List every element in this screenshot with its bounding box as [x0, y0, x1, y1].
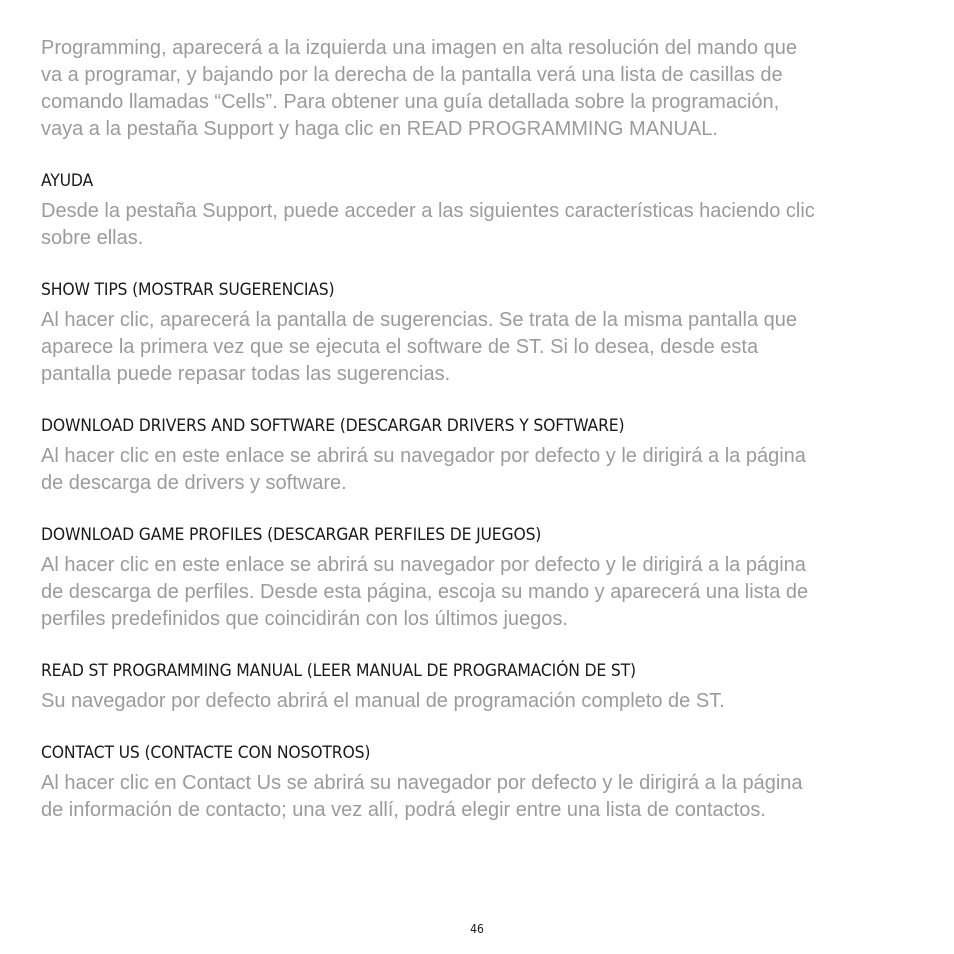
section-contact-us: [41, 742, 921, 824]
section-body: Al hacer clic en este enlace se abrirá su navegador por defecto y le dirigirá a la página de descarga de drivers y software.: [41, 445, 806, 494]
intro-paragraph: Programming, aparecerá a la izquierda una imagen en alta resolución del mando que va a programar, y bajando por la derecha de la pantalla verá una lista de casillas de comando llamadas “Cells”. Para obtener una guía detallada sobre la programación, vaya a la pestaña Support y haga clic en READ PROGRAMMING MANUAL.: [41, 37, 798, 140]
document-page: [41, 35, 921, 824]
section-heading: READ ST PROGRAMMING MANUAL (LEER MANUAL DE PROGRAMACIÓN DE ST): [41, 661, 636, 681]
page-number: 46: [470, 922, 484, 936]
section-body: Desde la pestaña Support, puede acceder a las siguientes características haciendo clic sobre ellas.: [41, 200, 815, 249]
section-download-profiles: [41, 524, 921, 633]
section-heading: SHOW TIPS (MOSTRAR SUGERENCIAS): [41, 280, 335, 300]
section-body: Su navegador por defecto abrirá el manual de programación completo de ST.: [41, 690, 725, 712]
section-body: Al hacer clic en Contact Us se abrirá su navegador por defecto y le dirigirá a la página de información de contacto; una vez allí, podrá elegir entre una lista de contactos.: [41, 772, 803, 821]
section-download-drivers: [41, 415, 921, 497]
section-heading: CONTACT US (CONTACTE CON NOSOTROS): [41, 743, 371, 763]
section-heading: DOWNLOAD GAME PROFILES (DESCARGAR PERFILES DE JUEGOS): [41, 525, 542, 545]
section-heading: DOWNLOAD DRIVERS AND SOFTWARE (DESCARGAR DRIVERS Y SOFTWARE): [41, 416, 625, 436]
section-show-tips: [41, 279, 921, 388]
section-body: Al hacer clic, aparecerá la pantalla de sugerencias. Se trata de la misma pantalla que aparece la primera vez que se ejecuta el software de ST. Si lo desea, desde esta pantalla puede repasar todas las sugerencias.: [41, 309, 797, 385]
section-read-manual: [41, 660, 921, 715]
section-heading: AYUDA: [41, 171, 94, 191]
section-body: Al hacer clic en este enlace se abrirá su navegador por defecto y le dirigirá a la página de descarga de perfiles. Desde esta página, escoja su mando y aparecerá una lista de perfiles predefinidos que coincidirán con los últimos juegos.: [41, 554, 809, 630]
section-ayuda: [41, 170, 921, 252]
